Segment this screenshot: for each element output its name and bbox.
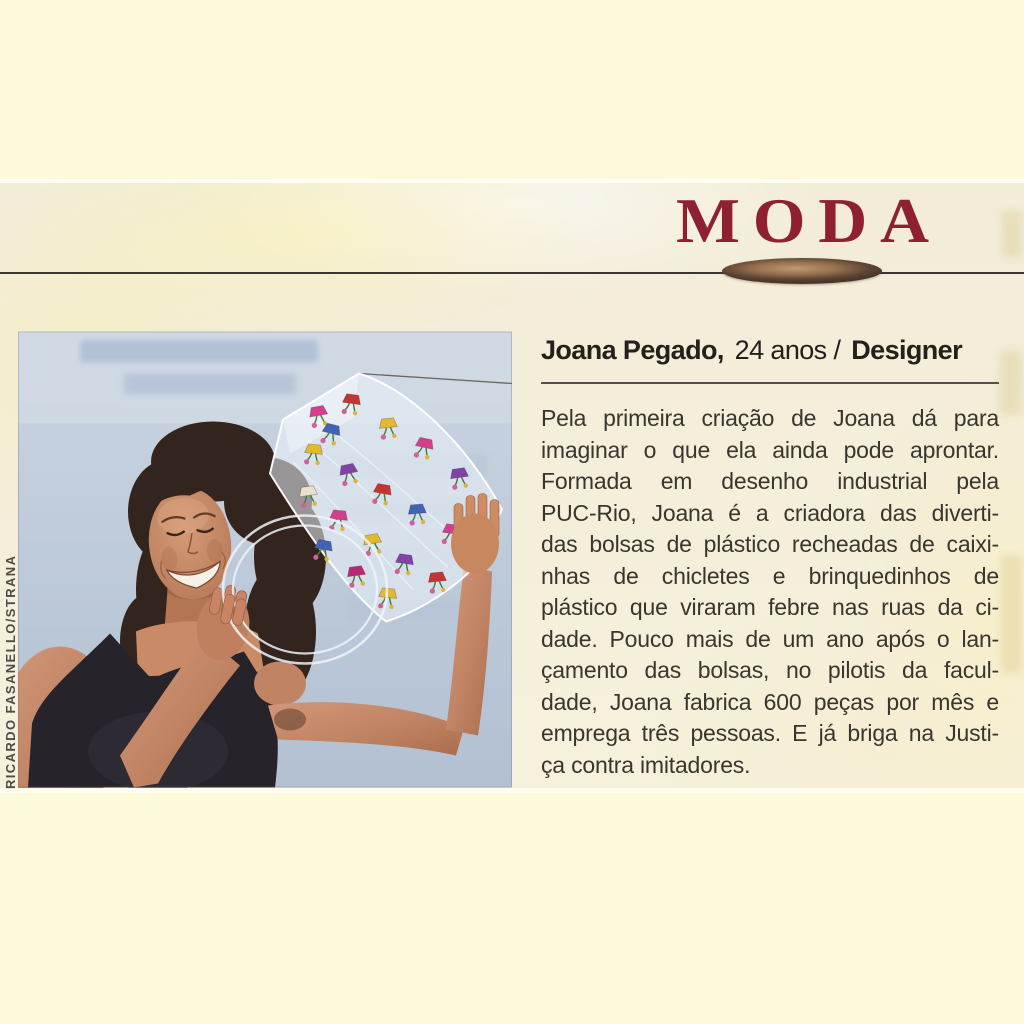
bleed-through-text bbox=[1001, 555, 1022, 673]
body-line: Pela primeira criação de Joana dá para bbox=[541, 405, 999, 431]
bleed-through-text bbox=[1000, 351, 1022, 415]
masthead-title: MODA bbox=[676, 185, 942, 256]
article-column bbox=[541, 333, 999, 781]
headline-name: Joana Pegado, bbox=[541, 335, 724, 365]
body-line: dade. Pouco mais de um ano após o lan- bbox=[541, 625, 999, 652]
left-hand bbox=[451, 494, 499, 574]
masthead-ornament bbox=[722, 258, 882, 284]
body-line: emprega três pessoas. E já briga na Justi- bbox=[541, 720, 999, 746]
body-line: das bolsas de plástico recheadas de caixi- bbox=[541, 531, 999, 557]
magazine-scan bbox=[0, 179, 1024, 793]
body-line: plástico que viraram febre nas ruas da ci- bbox=[541, 594, 999, 620]
body-line: çamento das bolsas, no pilotis da facul- bbox=[541, 657, 999, 683]
photo bbox=[18, 331, 512, 788]
body-line: Formada em desenho industrial pela bbox=[541, 468, 999, 494]
bleed-through-text bbox=[1002, 211, 1022, 257]
body-line: PUC-Rio, Joana é a criadora das diverti- bbox=[541, 499, 999, 526]
article-headline bbox=[541, 333, 999, 367]
body-line: imaginar o que ela ainda pode aprontar. bbox=[541, 436, 999, 463]
body-line: ça contra imitadores. bbox=[541, 751, 751, 778]
article-body bbox=[541, 403, 999, 781]
headline-rule bbox=[541, 382, 999, 384]
headline-age: 24 anos / bbox=[734, 335, 841, 365]
photographer-credit: RICARDO FASANELLO/STRANA bbox=[3, 554, 18, 789]
body-line: dade, Joana fabrica 600 peças por mês e bbox=[541, 688, 999, 715]
photo-illustration bbox=[18, 331, 512, 788]
body-line: nhas de chicletes e brinquedinhos de bbox=[541, 562, 999, 589]
headline-role: Designer bbox=[851, 335, 963, 365]
